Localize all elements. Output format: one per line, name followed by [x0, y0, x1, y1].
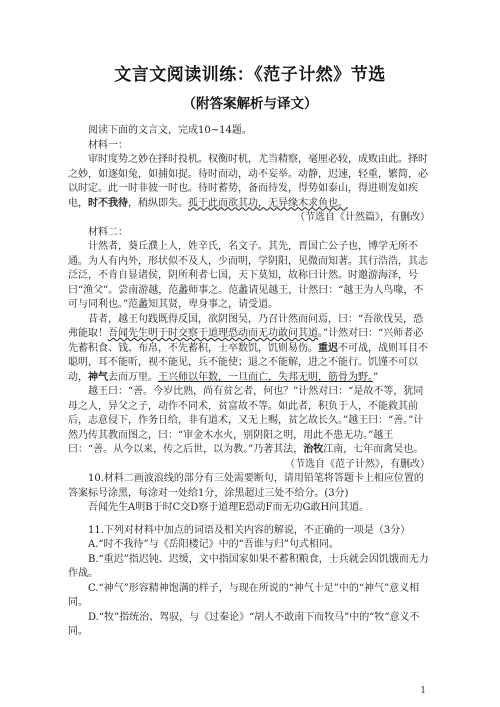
- passage1-text-b: ，稍纵即失。: [128, 197, 188, 209]
- passage2-bold-shenqi: 神气: [88, 371, 108, 383]
- passage2-p2-e: ”: [373, 371, 379, 383]
- passage2-paragraph-2: [68, 313, 430, 386]
- passage1-text: [68, 153, 430, 211]
- passage2-p2-d: 去而万里。: [108, 371, 158, 383]
- question-10-options: 吾闻先生A明B于时C交D察于道理E恐动F而无功G敢H问其道。: [88, 502, 370, 513]
- page-number: 1: [420, 686, 426, 696]
- passage2-p3-b: 江南，七年而禽吴也。: [323, 444, 424, 455]
- passage2-p2-b: 。”计然对曰：“兴师者必先蓄积食、钱、布帛，不先蓄积，士卒数饥，饥则易伤。: [68, 328, 424, 354]
- passage2-paragraph-3: [68, 385, 430, 458]
- question-11-stem: 11.下列对材料中加点的词语及相关内容的解说，不正确的一项是（3分）: [88, 524, 411, 536]
- passage1-bold-phrase: 时不我待: [88, 197, 128, 209]
- passage2-p2-c: 不可战，战则耳目不聪明，耳不能听，视不能见，兵不能使；退之不能解，进之不能行。饥馑不可以动，: [68, 342, 428, 383]
- passage2-p2-a: 昔者，越王句践既得反国，欲阴图吴，乃召计然而问焉，曰：“吾欲伐吴，恐弗能取！: [68, 313, 424, 339]
- passage1-wavy-sentence: 孤于此而欲其功，无异缘木求鱼也。: [188, 197, 348, 209]
- passage1-label: 材料一：: [88, 139, 128, 151]
- question-11-option-d: D.“牧”指统治、驾驭，与《过秦论》“胡人不敢南下而牧马”中的“牧”意义不同。: [68, 611, 420, 637]
- document-subtitle: （附答案解析与译文）: [182, 96, 318, 112]
- question-11-option-a: A.“时不我待”与《岳阳楼记》中的“吾谁与归”句式相同。: [88, 539, 339, 550]
- passage2-label: 材料二：: [88, 226, 128, 238]
- question-10-stem: 10.材料二画波浪线的部分有三处需要断句，请用铅笔将答题卡上相应位置的答案标号涂黑，每涂对一处给1分，涂黑超过三处不给分。(3分): [68, 473, 424, 499]
- document-body: [68, 124, 430, 640]
- passage1-source: （节选自《计然篇》，有删改）: [295, 212, 430, 223]
- passage2-underlined-sentence: 王兴师以年数，一旦而亡，失邦无明，筋骨为野。: [158, 371, 373, 383]
- document-title: 文言文阅读训练：《范子计然》节选: [114, 65, 386, 85]
- passage2-paragraph-1: 计然者，葵丘濮上人，姓辛氏，名文子。其先，晋国亡公子也，博学无所不通。为人有内外，形状似不及人，少而明，学阴阳，见微而知著。其行浩浩，其志泛泛，不肯自显诸侯，阴所利者七国，天下莫知，故称曰计然。时邀游海泽，号曰“渔父”。尝南游越，范蠡师事之。范蠡请见越王，计然曰：“越王为人鸟喙，不可与同利也。”范蠡知其贤，卑身事之，请受道。: [68, 241, 428, 310]
- passage1-text-a: 审时度势之妙在择时投机。权衡时机，尤当精察，毫厘必较，成败由此。择时之妙，如逐如兔，如捕如捉。待时而动，动不妄举。动静，迟速，轻重，繁简，必以时定。此一时非彼一时也。待时蓄势，备而待发，得势如泰山，得进则发如疾电，: [68, 154, 428, 209]
- passage2-bold-zhongchi: 重迟: [318, 342, 338, 354]
- question-11-option-b: B.“重迟”指迟钝、迟缓，文中指国家如果不蓄积粮食，士兵就会因饥饿而无力作战。: [68, 553, 429, 579]
- intro-text: 阅读下面的文言文，完成10~14题。: [88, 125, 252, 136]
- passage2-wavy-segment: 吾闻先生明于时交察于道理恐动而无功敢问其道: [108, 328, 318, 339]
- passage2-p3-a: 越王曰：“善。今岁比熟，尚有贫乞者，何也？”计然对曰：“是故不等，犹同母之人，异父之子，动作不同术，贫富故不等。如此者，积负于人，不能救其前后，志意侵下，作务日给，非有道术，又无上赐，贫乞故长久。”越王曰：“善。”计然乃传其教而图之，曰：“审金木水火，别阴阳之明，用此不患无功。”越王曰：“善。从今以来，传之后世，以为教。”乃著其法，: [68, 386, 424, 455]
- passage2-source: （节选自《范子计然》，有删改）: [285, 458, 430, 470]
- question-11-option-c: C.“神气”形容精神饱满的样子，与现在所说的“神气十足”中的“神气”意义相同。: [68, 582, 420, 608]
- passage2-bold-zhimu: 治牧: [303, 444, 324, 455]
